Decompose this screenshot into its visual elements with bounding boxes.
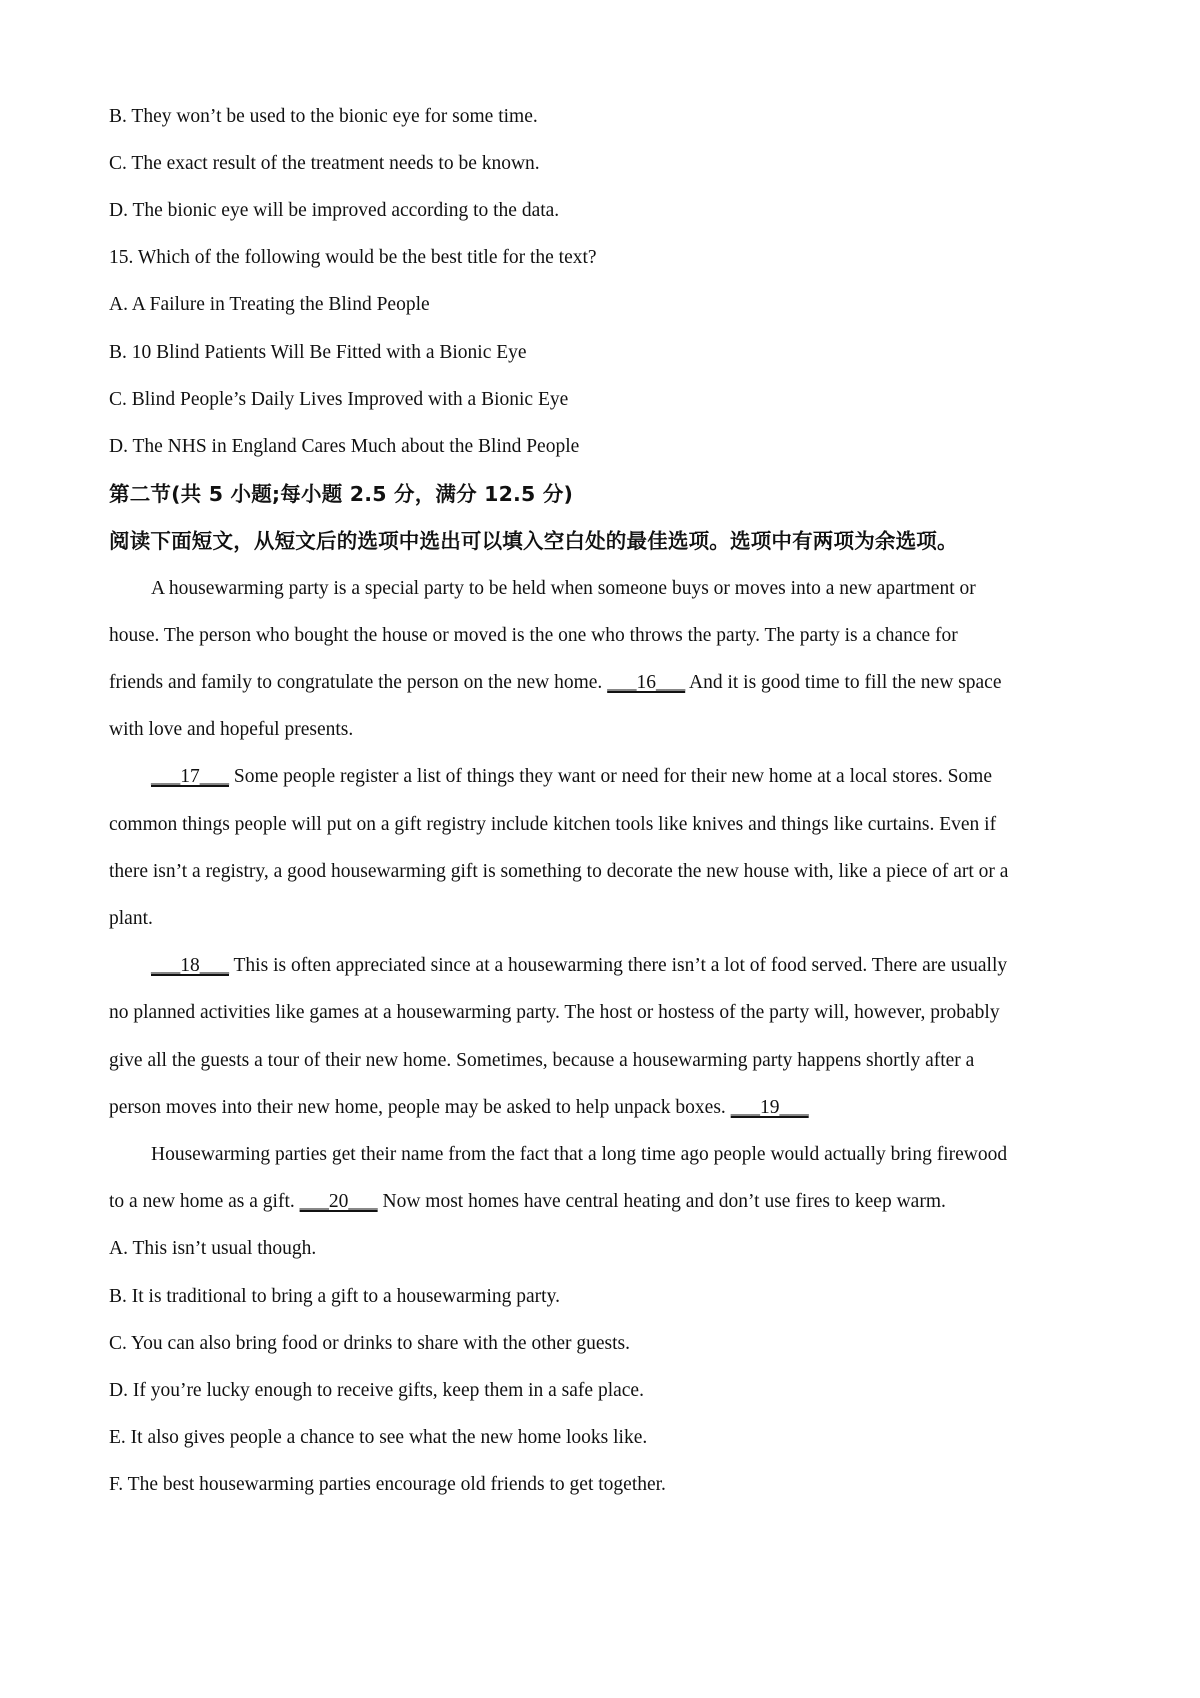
- option-e: E. It also gives people a chance to see what the new home looks like.: [109, 1427, 648, 1448]
- passage-p2-line3: there isn’t a registry, a good housewarming gift is something to decorate the new house with, like a piece of art or a: [109, 861, 1009, 882]
- option-c: C. You can also bring food or drinks to share with the other guests.: [109, 1333, 631, 1354]
- blank-19: ___19___: [730, 1097, 809, 1118]
- passage-p1-line1: A housewarming party is a special party to be held when someone buys or moves into a new apartment or: [151, 578, 976, 599]
- passage-text: to a new home as a gift.: [109, 1191, 300, 1212]
- passage-text: friends and family to congratulate the person on the new home.: [109, 672, 608, 693]
- q15-option-d: D. The NHS in England Cares Much about the Blind People: [109, 436, 580, 457]
- option-a: A. This isn’t usual though.: [109, 1238, 317, 1259]
- passage-p1-line3: [109, 671, 1001, 695]
- passage-text: This is often appreciated since at a housewarming there isn’t a lot of food served. There are usually: [229, 955, 1008, 976]
- q14-option-d: D. The bionic eye will be improved according to the data.: [109, 200, 560, 221]
- q15-stem: 15. Which of the following would be the best title for the text?: [109, 247, 597, 268]
- q14-option-c: C. The exact result of the treatment needs to be known.: [109, 153, 540, 174]
- q14-option-b: B. They won’t be used to the bionic eye for some time.: [109, 106, 538, 127]
- q15-option-a: A. A Failure in Treating the Blind People: [109, 294, 430, 315]
- blank-18: ___18___: [151, 955, 229, 976]
- passage-p3-line1: [151, 954, 1007, 978]
- passage-text: Now most homes have central heating and don’t use fires to keep warm.: [377, 1191, 946, 1212]
- option-d: D. If you’re lucky enough to receive gifts, keep them in a safe place.: [109, 1380, 644, 1401]
- passage-p3-line2: no planned activities like games at a housewarming party. The host or hostess of the party will, however, probably: [109, 1002, 1000, 1023]
- q15-option-b: B. 10 Blind Patients Will Be Fitted with a Bionic Eye: [109, 342, 527, 363]
- q15-option-c: C. Blind People’s Daily Lives Improved with a Bionic Eye: [109, 389, 569, 410]
- passage-p3-line4: [109, 1096, 809, 1120]
- section-instruction: 阅读下面短文，从短文后的选项中选出可以填入空白处的最佳选项。选项中有两项为余选项。: [109, 529, 958, 553]
- option-f: F. The best housewarming parties encourage old friends to get together.: [109, 1474, 666, 1495]
- passage-p1-line2: house. The person who bought the house or moved is the one who throws the party. The party is a chance for: [109, 625, 958, 646]
- section-title: 第二节(共 5 小题;每小题 2.5 分，满分 12.5 分): [109, 482, 574, 506]
- blank-16: ___16___: [607, 672, 686, 693]
- passage-p4-line2: [109, 1190, 946, 1214]
- option-b: B. It is traditional to bring a gift to a housewarming party.: [109, 1286, 560, 1307]
- passage-text: And it is good time to fill the new space: [685, 672, 1002, 693]
- passage-p2-line4: plant.: [109, 908, 153, 929]
- passage-p2-line2: common things people will put on a gift registry include kitchen tools like knives and things like curtains. Even if: [109, 814, 997, 835]
- blank-17: ___17___: [151, 766, 229, 787]
- passage-p1-line4: with love and hopeful presents.: [109, 719, 354, 740]
- blank-20: ___20___: [299, 1191, 378, 1212]
- passage-p4-line1: Housewarming parties get their name from the fact that a long time ago people would actually bring firewood: [151, 1144, 1008, 1165]
- passage-text: Some people register a list of things they want or need for their new home at a local stores. Some: [229, 766, 993, 787]
- passage-p3-line3: give all the guests a tour of their new home. Sometimes, because a housewarming party happens shortly after a: [109, 1050, 975, 1071]
- passage-text: person moves into their new home, people may be asked to help unpack boxes.: [109, 1097, 731, 1118]
- passage-p2-line1: [151, 765, 992, 789]
